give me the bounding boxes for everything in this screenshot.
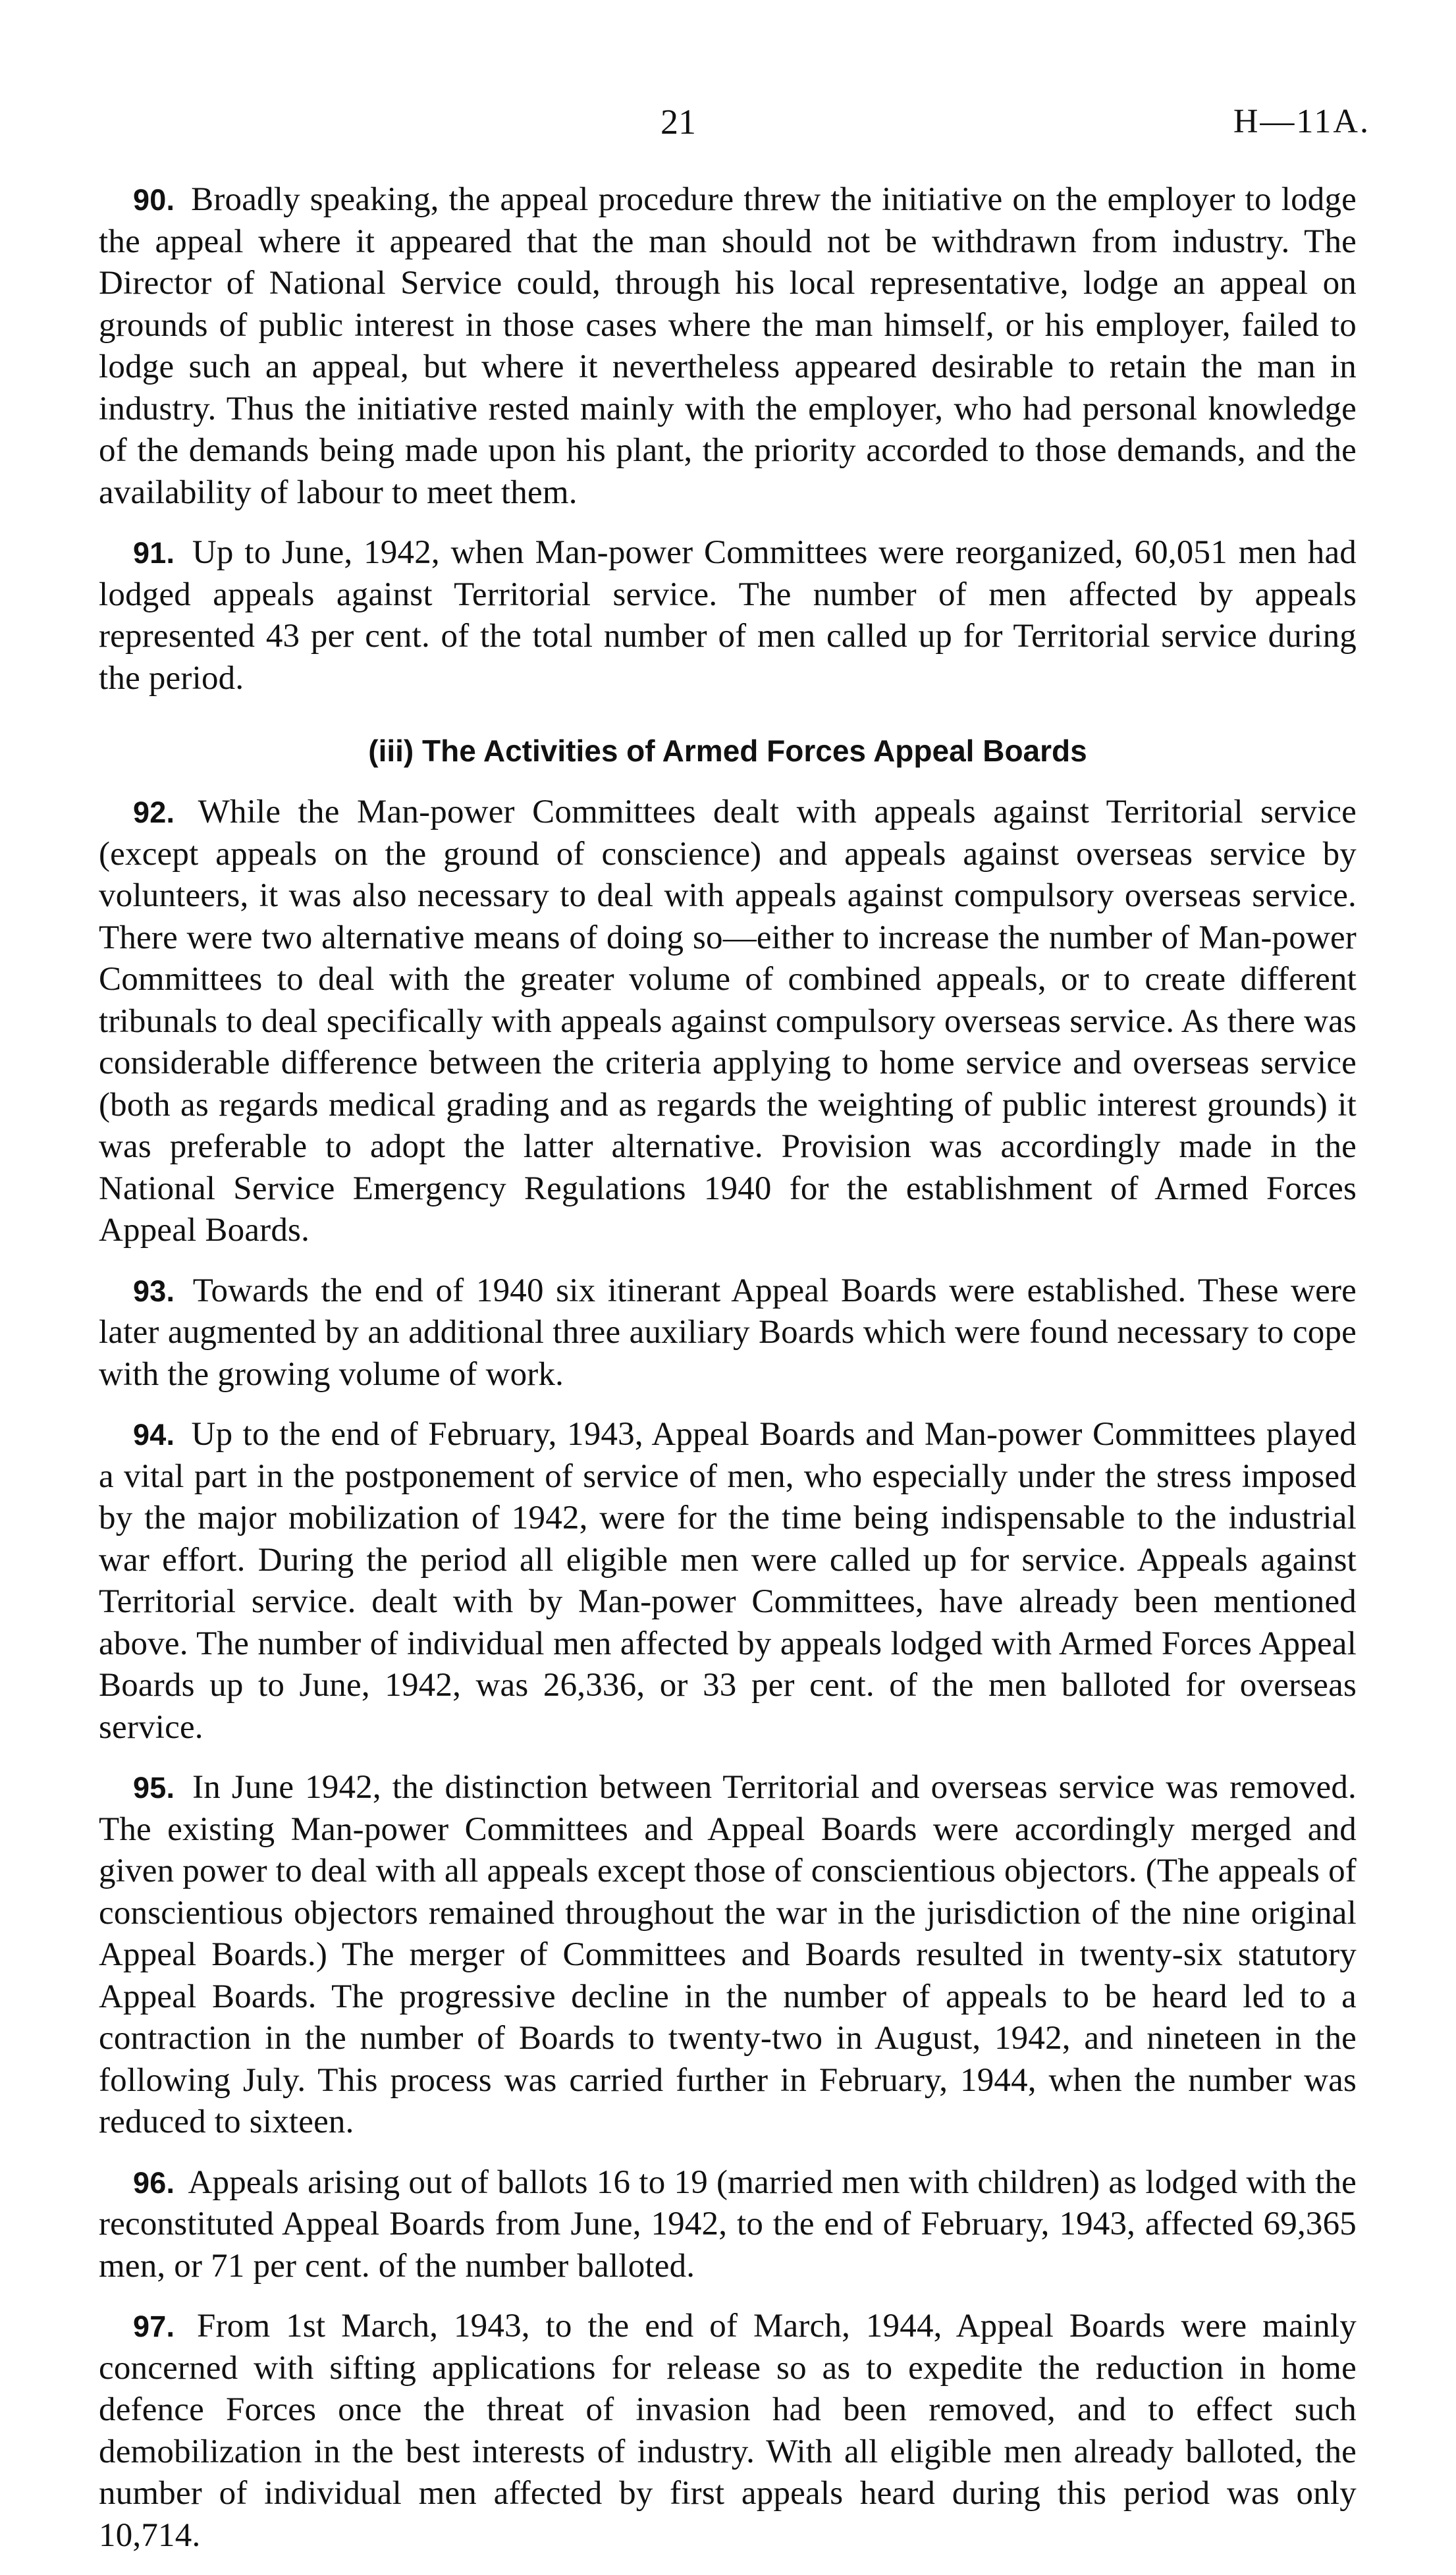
paragraph-text: Broadly speaking, the appeal procedure threw the initiative on the employer to lodge the appeal where it appeared that the man should not be withdrawn from industry. The Director of National Service could, through his local representative, lodge an appeal on grounds of public interest in those cases where the man himself, or his employer, failed to lodge such an appeal, but where it nevertheless appeared desirable to retain the man in industry. Thus the initiative rested mainly with the employer, who had personal knowledge of the demands being made upon his plant, the priority accorded to those demands, and the availability of labour to meet them. [99,181,1357,511]
paragraph-text: Up to June, 1942, when Man-power Committees were reorganized, 60,051 men had lodged appeals against Territorial service. The number of men affected by appeals represented 43 per cent. of the total number of men called up for Territorial service during the period. [99,534,1357,697]
paragraph-number: 97. [133,2310,175,2343]
page-body [99,179,1357,2575]
paragraph-97 [99,2306,1357,2557]
paragraph-text: From 1st March, 1943, to the end of March, 1944, Appeal Boards were mainly concerned with sifting applications for release so as to expedite the reduction in home defence Forces once the threat of invasion had been removed, and to effect such demobilization in the best interests of industry. With all eligible men already balloted, the number of individual men affected by first appeals heard during this period was only 10,714. [99,2308,1357,2554]
paragraph-text: While the Man-power Committees dealt with appeals against Territorial service (except appeals on the ground of conscience) and appeals against overseas service by volunteers, it was also necessary to deal with appeals against compulsory overseas service. There were two alternative means of doing so—either to increase the number of Man-power Committees to deal with the greater volume of combined appeals, or to create different tribunals to deal specifically with appeals against compulsory overseas service. As there was considerable difference between the criteria applying to home service and overseas service (both as regards medical grading and as regards the weighting of public interest grounds) it was preferable to adopt the latter alternative. Provision was accordingly made in the National Service Emergency Regulations 1940 for the establishment of Armed Forces Appeal Boards. [99,794,1357,1249]
document-reference: H—11A. [1233,103,1370,140]
paragraph-number: 93. [133,1274,175,1308]
paragraph-92 [99,792,1357,1252]
section-heading: (iii) The Activities of Armed Forces Appeal Boards [368,734,1087,768]
paragraph-text: Towards the end of 1940 six itinerant Appeal Boards were established. These were later augmented by an additional three auxiliary Boards which were found necessary to cope with the growing volume of work. [99,1272,1357,1393]
page-header [0,99,1456,145]
paragraph-96 [99,2162,1357,2288]
paragraph-text: Up to the end of February, 1943, Appeal Boards and Man-power Committees played a vital part in the postponement of service of men, who especially under the stress imposed by the major mobilization of 1942, were for the time being indispensable to the industrial war effort. During the period all eligible men were called up for service. Appeals against Territorial service. dealt with by Man-power Committees, have already been mentioned above. The number of individual men affected by appeals lodged with Armed Forces Appeal Boards up to June, 1942, was 26,336, or 33 per cent. of the men balloted for overseas service. [99,1416,1357,1746]
paragraph-number: 96. [133,2165,175,2200]
paragraph-94 [99,1414,1357,1748]
paragraph-text: Appeals arising out of ballots 16 to 19 (married men with children) as lodged with the reconstituted Appeal Boards from June, 1942, to the end of February, 1943, affected 69,365 men, or 71 per cent. of the number balloted. [99,2163,1357,2285]
paragraph-number: 90. [133,183,175,217]
paragraph-95 [99,1767,1357,2144]
page-number: 21 [661,102,696,142]
paragraph-text: In June 1942, the distinction between Territorial and overseas service was removed. The existing Man-power Committees and Appeal Boards were accordingly merged and given power to deal with all appeals except those of conscientious objectors. (The appeals of conscientious objectors remained throughout the war in the jurisdiction of the nine original Appeal Boards.) The merger of Committees and Boards resulted in twenty-six statutory Appeal Boards. The progressive decline in the number of appeals to be heard led to a contraction in the number of Boards to twenty-two in August, 1942, and nineteen in the following July. This process was carried further in February, 1944, when the number was reduced to sixteen. [99,1769,1357,2140]
paragraph-number: 91. [133,536,175,570]
paragraph-90 [99,179,1357,514]
paragraph-number: 95. [133,1771,175,1804]
paragraph-number: 94. [133,1418,175,1451]
paragraph-number: 92. [133,796,175,829]
paragraph-91 [99,532,1357,699]
paragraph-93 [99,1270,1357,1396]
